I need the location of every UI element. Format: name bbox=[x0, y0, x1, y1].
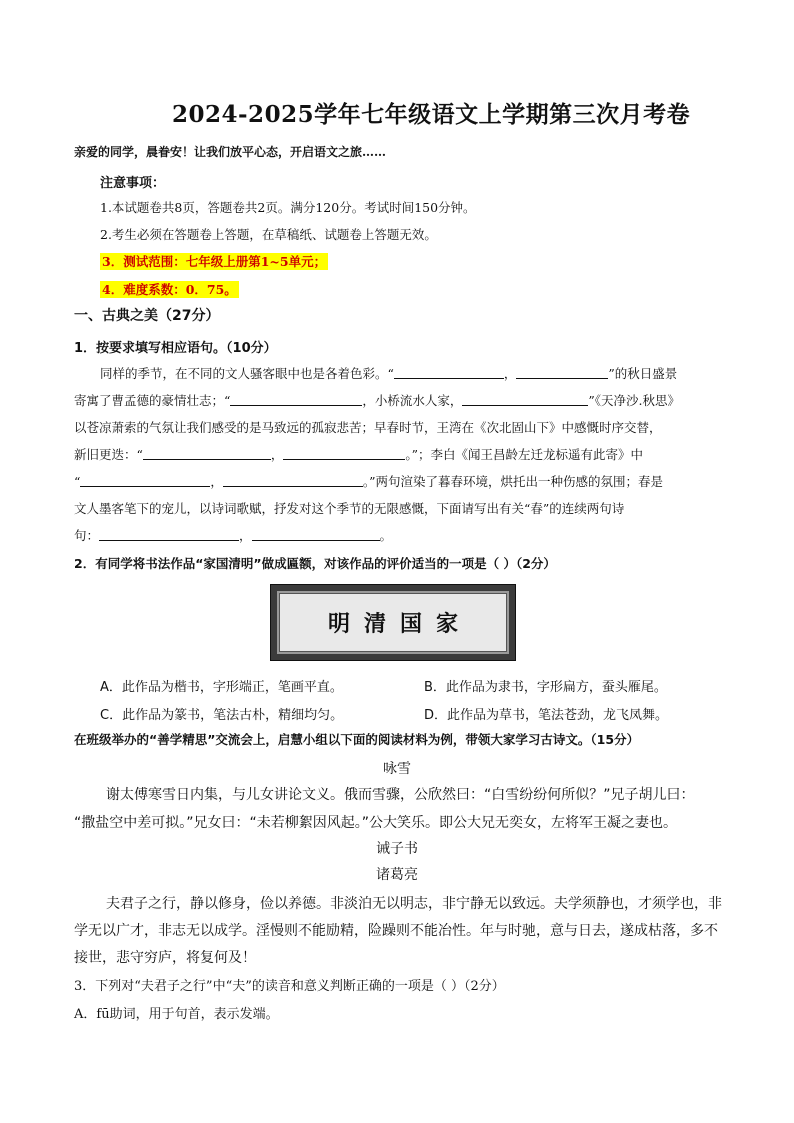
q1-text: ， bbox=[210, 474, 223, 489]
highlight-text: 3．测试范围：七年级上册第1~5单元； bbox=[102, 254, 327, 269]
passage-line: 夫君子之行，静以修身，俭以养德。非淡泊无以明志，非宁静无以致远。夫学须静也，才须学也，非 bbox=[106, 896, 722, 912]
answer-blank[interactable] bbox=[99, 527, 239, 541]
answer-blank[interactable] bbox=[223, 473, 363, 487]
poem-title: 咏雪 bbox=[383, 761, 411, 777]
q1-text: 同样的季节，在不同的文人骚客眼中也是各着色彩。“ bbox=[100, 366, 394, 381]
q1-line: 文人墨客笔下的宠儿，以诗词歌赋，抒发对这个季节的无限感慨，下面请写出有关“春”的连续两句诗 bbox=[74, 501, 625, 516]
reading-intro: 在班级举办的“善学精思”交流会上，启慧小组以下面的阅读材料为例，带领大家学习古诗文。（15分） bbox=[74, 732, 640, 747]
answer-blank[interactable] bbox=[252, 527, 380, 541]
question-1-prompt: 1．按要求填写相应语句。（10分） bbox=[74, 341, 277, 356]
answer-blank[interactable] bbox=[462, 392, 588, 406]
question-3-prompt: 3．下列对“夫君子之行”中“夫”的读音和意义判断正确的一项是（ ）（2分） bbox=[74, 979, 505, 994]
answer-blank[interactable] bbox=[283, 446, 405, 460]
poem-title: 诫子书 bbox=[376, 841, 418, 857]
passage-line: 接世，悲守穷庐，将复何及！ bbox=[74, 950, 256, 966]
q1-line bbox=[100, 364, 677, 382]
q1-line bbox=[74, 472, 663, 490]
q1-line bbox=[74, 526, 392, 544]
section-heading: 一、古典之美（27分） bbox=[74, 308, 220, 324]
q1-line: 以苍凉萧索的气氛让我们感受的是马致远的孤寂悲苦；早春时节，王湾在《次北固山下》中感慨时序交替， bbox=[74, 420, 662, 435]
q1-text: 。”两句渲染了暮春环境，烘托出一种伤感的氛围；春是 bbox=[362, 474, 664, 489]
q1-text: ”《天净沙.秋思》 bbox=[588, 393, 681, 408]
q1-text: ”的秋日盛景 bbox=[608, 366, 678, 381]
q1-text: 寄寓了曹孟德的豪情壮志；“ bbox=[74, 393, 231, 408]
q1-text: ， bbox=[270, 447, 284, 462]
passage-line: 谢太傅寒雪日内集，与儿女讲论文义。俄而雪骤，公欣然曰：“白雪纷纷何所似？”兄子胡儿曰： bbox=[106, 787, 695, 803]
q1-text: 句： bbox=[74, 528, 100, 543]
question-2-prompt: 2．有同学将书法作品“家国清明”做成匾额，对该作品的评价适当的一项是（ ）（2分） bbox=[74, 556, 556, 571]
q1-text: “ bbox=[74, 474, 81, 489]
option-b[interactable]: B．此作品为隶书，字形扁方，蚕头雁尾。 bbox=[424, 680, 667, 695]
notice-item-highlighted bbox=[100, 252, 328, 270]
q1-line bbox=[74, 445, 643, 463]
q1-text: 新旧更迭：“ bbox=[74, 447, 143, 462]
poem-author: 诸葛亮 bbox=[376, 867, 418, 883]
answer-blank[interactable] bbox=[230, 392, 362, 406]
passage-line: 学无以广才，非志无以成学。淫慢则不能励精，险躁则不能冶性。年与时驰，意与日去，遂成枯落，多不 bbox=[74, 923, 718, 939]
notice-heading: 注意事项： bbox=[100, 176, 166, 191]
answer-blank[interactable] bbox=[394, 365, 504, 379]
greeting-text: 亲爱的同学，晨眷安！让我们放平心态，开启语文之旅…… bbox=[74, 145, 387, 159]
option-d[interactable]: D．此作品为草书，笔法苍劲，龙飞凤舞。 bbox=[424, 708, 669, 723]
q1-text: 。 bbox=[379, 528, 393, 543]
q1-text: ，小桥流水人家， bbox=[362, 393, 463, 408]
plaque-board bbox=[279, 593, 507, 652]
passage-line: “撒盐空中差可拟。”兄女曰：“未若柳絮因风起。”公大笑乐。即公大兄无奕女，左将军王凝之妻也。 bbox=[74, 815, 678, 831]
calligraphy-plaque bbox=[270, 584, 516, 661]
plaque-text: 明清国家 bbox=[327, 611, 472, 637]
notice-item: 2.考生必须在答题卷上答题，在草稿纸、试题卷上答题无效。 bbox=[100, 227, 437, 242]
q3-option-a[interactable]: A．fū助词，用于句首，表示发端。 bbox=[74, 1007, 279, 1022]
answer-blank[interactable] bbox=[516, 365, 608, 379]
q1-text: ， bbox=[239, 528, 252, 543]
page-title: 2024-2025学年七年级语文上学期第三次月考卷 bbox=[172, 101, 691, 128]
answer-blank[interactable] bbox=[80, 473, 210, 487]
notice-item-highlighted bbox=[100, 280, 239, 298]
q1-text: ， bbox=[503, 366, 517, 381]
q1-line bbox=[74, 391, 680, 409]
option-a[interactable]: A．此作品为楷书，字形端正，笔画平直。 bbox=[100, 680, 343, 695]
option-c[interactable]: C．此作品为篆书，笔法古朴，精细均匀。 bbox=[100, 708, 344, 723]
answer-blank[interactable] bbox=[143, 446, 271, 460]
notice-item: 1.本试题卷共8页，答题卷共2页。满分120分。考试时间150分钟。 bbox=[100, 200, 476, 215]
highlight-text: 4．难度系数：0．75。 bbox=[102, 282, 237, 297]
q1-text: 。”；李白《闻王昌龄左迁龙标遥有此寄》中 bbox=[405, 447, 644, 462]
